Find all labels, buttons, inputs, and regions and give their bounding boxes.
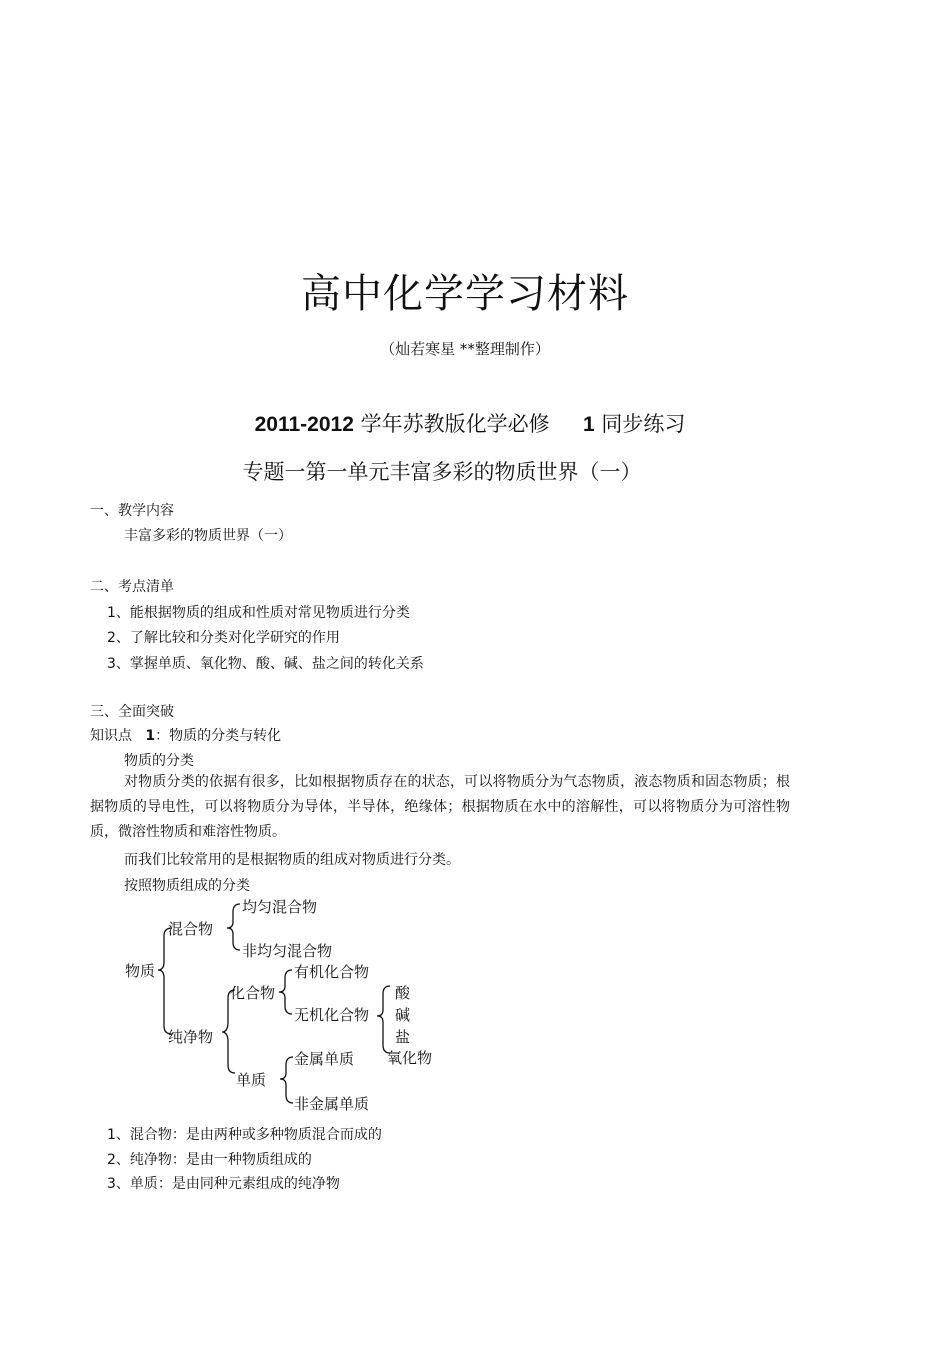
sync-text-a: 学年苏教版化学必修 [353, 412, 550, 436]
node-acid: 酸 [395, 984, 411, 1002]
sync-text-b: 同步练习 [594, 412, 686, 436]
checklist-item-1: 1、能根据物质的组成和性质对常见物质进行分类 [107, 605, 410, 621]
paragraph-classification-basis: 对物质分类的依据有很多，比如根据物质存在的状态，可以将物质分为气态物质，液态物质和固态物质；根据物质的导电性，可以将物质分为导体，半导体，绝缘体；根据物质在水中的溶解性，可以将物质分为可溶性物质，微溶性物质和难溶性物质。 [90, 774, 790, 840]
paragraph-common-method: 而我们比较常用的是根据物质的组成对物质进行分类。 [124, 852, 460, 868]
school-years: 2011-2012 [254, 413, 354, 436]
checklist-item-3: 3、掌握单质、氧化物、酸、碱、盐之间的转化关系 [107, 656, 424, 672]
brace-element [280, 1057, 293, 1103]
definition-pure-substance: 2、纯净物：是由一种物质组成的 [107, 1152, 312, 1168]
node-salt: 盐 [395, 1028, 411, 1046]
section-3-heading: 三、全面突破 [90, 704, 174, 720]
node-organic-compound: 有机化合物 [294, 963, 370, 981]
node-mixture: 混合物 [168, 920, 214, 938]
kp-label: 知识点 [90, 728, 132, 744]
sub-heading: 物质的分类 [124, 753, 194, 769]
node-pure-substance: 纯净物 [168, 1028, 214, 1046]
node-nonmetal-element: 非金属单质 [294, 1095, 370, 1113]
sync-practice-title [0, 408, 940, 438]
definition-element-substance: 3、单质：是由同种元素组成的纯净物 [107, 1176, 340, 1192]
textbook-number: 1 [582, 413, 595, 436]
node-metal-element: 金属单质 [294, 1050, 355, 1068]
checklist-item-2: 2、了解比较和分类对化学研究的作用 [107, 630, 340, 646]
node-compound: 化合物 [230, 984, 276, 1002]
definition-mixture: 1、混合物：是由两种或多种物质混合而成的 [107, 1127, 382, 1143]
knowledge-point-heading [90, 725, 281, 745]
section-1-item: 丰富多彩的物质世界（一） [124, 528, 292, 544]
node-substance: 物质 [125, 962, 156, 980]
kp-number: 1 [145, 728, 156, 744]
node-uniform-mixture: 均匀混合物 [242, 898, 318, 916]
brace-compound [279, 970, 292, 1014]
node-base: 碱 [395, 1006, 411, 1024]
section-2-heading: 二、考点清单 [90, 579, 174, 595]
node-element-substance: 单质 [236, 1071, 267, 1089]
node-nonuniform-mixture: 非均匀混合物 [242, 942, 333, 960]
node-oxide: 氧化物 [387, 1049, 433, 1067]
kp-text: ：物质的分类与转化 [155, 728, 282, 744]
document-title: 高中化学学习材料 [301, 271, 629, 317]
paragraph-by-composition: 按照物质组成的分类 [124, 878, 250, 894]
brace-inorganic [377, 986, 390, 1053]
brace-root [158, 928, 172, 1034]
section-1-heading: 一、教学内容 [90, 503, 174, 519]
document-subtitle: （灿若寒星 **整理制作） [380, 340, 550, 358]
classification-diagram [120, 890, 460, 1120]
brace-mixture [227, 904, 240, 950]
unit-title: 专题一第一单元丰富多彩的物质世界（一） [242, 460, 642, 484]
node-inorganic-compound: 无机化合物 [294, 1006, 370, 1024]
